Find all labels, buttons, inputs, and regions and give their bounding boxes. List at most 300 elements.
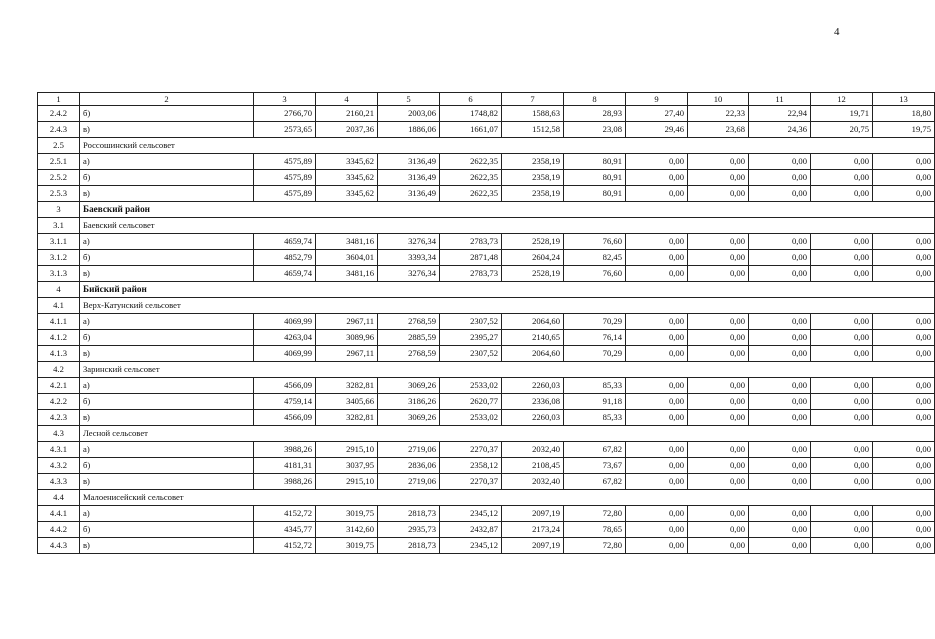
table-row bbox=[38, 458, 935, 474]
value-cell: 4345,77 bbox=[254, 522, 316, 538]
value-cell: 0,00 bbox=[873, 314, 935, 330]
value-cell: 0,00 bbox=[688, 458, 749, 474]
page-number: 4 bbox=[834, 26, 840, 38]
value-cell: 3282,81 bbox=[316, 378, 378, 394]
table-row bbox=[38, 378, 935, 394]
row-label: а) bbox=[80, 442, 254, 458]
row-label: б) bbox=[80, 250, 254, 266]
row-code: 4.4.3 bbox=[38, 538, 80, 554]
value-cell: 2003,06 bbox=[378, 106, 440, 122]
value-cell: 2528,19 bbox=[502, 234, 564, 250]
value-cell: 3988,26 bbox=[254, 442, 316, 458]
value-cell: 0,00 bbox=[873, 458, 935, 474]
row-code: 4.1.3 bbox=[38, 346, 80, 362]
value-cell: 29,46 bbox=[626, 122, 688, 138]
value-cell: 2573,65 bbox=[254, 122, 316, 138]
value-cell: 4566,09 bbox=[254, 410, 316, 426]
value-cell: 0,00 bbox=[873, 154, 935, 170]
value-cell: 78,65 bbox=[564, 522, 626, 538]
value-cell: 82,45 bbox=[564, 250, 626, 266]
value-cell: 0,00 bbox=[811, 314, 873, 330]
value-cell: 0,00 bbox=[626, 410, 688, 426]
value-cell: 2818,73 bbox=[378, 506, 440, 522]
value-cell: 0,00 bbox=[873, 170, 935, 186]
table-row bbox=[38, 170, 935, 186]
value-cell: 0,00 bbox=[626, 154, 688, 170]
value-cell: 0,00 bbox=[626, 506, 688, 522]
value-cell: 4575,89 bbox=[254, 186, 316, 202]
value-cell: 80,91 bbox=[564, 154, 626, 170]
value-cell: 0,00 bbox=[749, 346, 811, 362]
value-cell: 3405,66 bbox=[316, 394, 378, 410]
row-code: 2.5 bbox=[38, 138, 80, 154]
value-cell: 76,60 bbox=[564, 234, 626, 250]
row-label: а) bbox=[80, 234, 254, 250]
row-label: в) bbox=[80, 538, 254, 554]
row-label: б) bbox=[80, 106, 254, 122]
value-cell: 72,80 bbox=[564, 506, 626, 522]
tariff-table bbox=[37, 92, 935, 554]
value-cell: 27,40 bbox=[626, 106, 688, 122]
value-cell: 0,00 bbox=[688, 266, 749, 282]
row-code: 4.2.2 bbox=[38, 394, 80, 410]
value-cell: 0,00 bbox=[688, 186, 749, 202]
row-code: 2.5.3 bbox=[38, 186, 80, 202]
value-cell: 0,00 bbox=[749, 186, 811, 202]
value-cell: 0,00 bbox=[749, 538, 811, 554]
value-cell: 4575,89 bbox=[254, 170, 316, 186]
value-cell: 2358,19 bbox=[502, 170, 564, 186]
value-cell: 2097,19 bbox=[502, 538, 564, 554]
value-cell: 24,36 bbox=[749, 122, 811, 138]
value-cell: 0,00 bbox=[873, 474, 935, 490]
section-title: Заринский сельсовет bbox=[80, 362, 935, 378]
value-cell: 4575,89 bbox=[254, 154, 316, 170]
value-cell: 22,33 bbox=[688, 106, 749, 122]
value-cell: 19,71 bbox=[811, 106, 873, 122]
value-cell: 0,00 bbox=[626, 250, 688, 266]
value-cell: 2358,19 bbox=[502, 154, 564, 170]
row-code: 2.4.3 bbox=[38, 122, 80, 138]
value-cell: 0,00 bbox=[688, 378, 749, 394]
value-cell: 0,00 bbox=[626, 330, 688, 346]
value-cell: 2783,73 bbox=[440, 234, 502, 250]
value-cell: 2967,11 bbox=[316, 314, 378, 330]
value-cell: 0,00 bbox=[873, 234, 935, 250]
value-cell: 0,00 bbox=[749, 314, 811, 330]
value-cell: 0,00 bbox=[626, 474, 688, 490]
column-number: 5 bbox=[378, 93, 440, 106]
value-cell: 3481,16 bbox=[316, 234, 378, 250]
value-cell: 0,00 bbox=[873, 330, 935, 346]
value-cell: 3037,95 bbox=[316, 458, 378, 474]
value-cell: 67,82 bbox=[564, 442, 626, 458]
table-row bbox=[38, 410, 935, 426]
column-number: 8 bbox=[564, 93, 626, 106]
value-cell: 70,29 bbox=[564, 314, 626, 330]
value-cell: 22,94 bbox=[749, 106, 811, 122]
value-cell: 73,67 bbox=[564, 458, 626, 474]
row-label: б) bbox=[80, 330, 254, 346]
value-cell: 4152,72 bbox=[254, 538, 316, 554]
row-label: а) bbox=[80, 154, 254, 170]
value-cell: 20,75 bbox=[811, 122, 873, 138]
section-row bbox=[38, 202, 935, 218]
row-code: 3.1.1 bbox=[38, 234, 80, 250]
section-row bbox=[38, 138, 935, 154]
value-cell: 2140,65 bbox=[502, 330, 564, 346]
value-cell: 3276,34 bbox=[378, 266, 440, 282]
value-cell: 0,00 bbox=[873, 250, 935, 266]
row-code: 4 bbox=[38, 282, 80, 298]
value-cell: 0,00 bbox=[688, 250, 749, 266]
section-row bbox=[38, 298, 935, 314]
value-cell: 2604,24 bbox=[502, 250, 564, 266]
value-cell: 2432,87 bbox=[440, 522, 502, 538]
value-cell: 2783,73 bbox=[440, 266, 502, 282]
row-code: 2.5.1 bbox=[38, 154, 80, 170]
value-cell: 0,00 bbox=[811, 442, 873, 458]
value-cell: 0,00 bbox=[873, 186, 935, 202]
value-cell: 1886,06 bbox=[378, 122, 440, 138]
value-cell: 23,68 bbox=[688, 122, 749, 138]
value-cell: 0,00 bbox=[626, 538, 688, 554]
value-cell: 80,91 bbox=[564, 186, 626, 202]
value-cell: 2108,45 bbox=[502, 458, 564, 474]
value-cell: 3069,26 bbox=[378, 410, 440, 426]
value-cell: 0,00 bbox=[688, 522, 749, 538]
table-row bbox=[38, 122, 935, 138]
value-cell: 2533,02 bbox=[440, 410, 502, 426]
column-number: 11 bbox=[749, 93, 811, 106]
value-cell: 2766,70 bbox=[254, 106, 316, 122]
table-row bbox=[38, 234, 935, 250]
row-label: в) bbox=[80, 266, 254, 282]
value-cell: 2719,06 bbox=[378, 442, 440, 458]
table-row bbox=[38, 522, 935, 538]
value-cell: 0,00 bbox=[626, 442, 688, 458]
value-cell: 0,00 bbox=[873, 394, 935, 410]
value-cell: 0,00 bbox=[873, 522, 935, 538]
table-row bbox=[38, 314, 935, 330]
value-cell: 0,00 bbox=[749, 410, 811, 426]
value-cell: 85,33 bbox=[564, 410, 626, 426]
section-title: Лесной сельсовет bbox=[80, 426, 935, 442]
value-cell: 0,00 bbox=[688, 346, 749, 362]
value-cell: 70,29 bbox=[564, 346, 626, 362]
table-row bbox=[38, 474, 935, 490]
row-label: в) bbox=[80, 346, 254, 362]
column-number: 3 bbox=[254, 93, 316, 106]
value-cell: 3345,62 bbox=[316, 154, 378, 170]
value-cell: 0,00 bbox=[688, 442, 749, 458]
value-cell: 2345,12 bbox=[440, 538, 502, 554]
value-cell: 0,00 bbox=[688, 154, 749, 170]
value-cell: 2336,08 bbox=[502, 394, 564, 410]
value-cell: 0,00 bbox=[688, 410, 749, 426]
value-cell: 4069,99 bbox=[254, 314, 316, 330]
value-cell: 0,00 bbox=[811, 346, 873, 362]
value-cell: 2064,60 bbox=[502, 346, 564, 362]
column-number: 9 bbox=[626, 93, 688, 106]
row-code: 4.2.1 bbox=[38, 378, 80, 394]
row-code: 4.1.1 bbox=[38, 314, 80, 330]
row-code: 2.5.2 bbox=[38, 170, 80, 186]
value-cell: 0,00 bbox=[811, 234, 873, 250]
value-cell: 0,00 bbox=[688, 234, 749, 250]
value-cell: 0,00 bbox=[811, 474, 873, 490]
value-cell: 0,00 bbox=[688, 538, 749, 554]
value-cell: 3393,34 bbox=[378, 250, 440, 266]
value-cell: 0,00 bbox=[749, 442, 811, 458]
value-cell: 0,00 bbox=[626, 266, 688, 282]
row-label: б) bbox=[80, 522, 254, 538]
value-cell: 4181,31 bbox=[254, 458, 316, 474]
table-row bbox=[38, 266, 935, 282]
row-label: в) bbox=[80, 474, 254, 490]
row-code: 4.2.3 bbox=[38, 410, 80, 426]
value-cell: 0,00 bbox=[811, 458, 873, 474]
value-cell: 0,00 bbox=[749, 154, 811, 170]
row-label: а) bbox=[80, 378, 254, 394]
value-cell: 3136,49 bbox=[378, 154, 440, 170]
value-cell: 0,00 bbox=[749, 522, 811, 538]
value-cell: 0,00 bbox=[749, 458, 811, 474]
value-cell: 0,00 bbox=[873, 442, 935, 458]
value-cell: 3142,60 bbox=[316, 522, 378, 538]
row-code: 4.4.1 bbox=[38, 506, 80, 522]
value-cell: 2935,73 bbox=[378, 522, 440, 538]
value-cell: 18,80 bbox=[873, 106, 935, 122]
row-code: 4.2 bbox=[38, 362, 80, 378]
value-cell: 1512,58 bbox=[502, 122, 564, 138]
row-label: б) bbox=[80, 170, 254, 186]
value-cell: 0,00 bbox=[811, 506, 873, 522]
value-cell: 0,00 bbox=[811, 154, 873, 170]
section-title: Россошинский сельсовет bbox=[80, 138, 935, 154]
value-cell: 2270,37 bbox=[440, 442, 502, 458]
section-row bbox=[38, 426, 935, 442]
value-cell: 2622,35 bbox=[440, 186, 502, 202]
row-code: 4.1 bbox=[38, 298, 80, 314]
value-cell: 0,00 bbox=[626, 346, 688, 362]
value-cell: 4852,79 bbox=[254, 250, 316, 266]
column-number: 7 bbox=[502, 93, 564, 106]
table-row bbox=[38, 506, 935, 522]
value-cell: 0,00 bbox=[749, 170, 811, 186]
value-cell: 2915,10 bbox=[316, 442, 378, 458]
row-label: б) bbox=[80, 458, 254, 474]
value-cell: 72,80 bbox=[564, 538, 626, 554]
row-label: а) bbox=[80, 506, 254, 522]
value-cell: 1588,63 bbox=[502, 106, 564, 122]
value-cell: 0,00 bbox=[811, 330, 873, 346]
value-cell: 2719,06 bbox=[378, 474, 440, 490]
value-cell: 2915,10 bbox=[316, 474, 378, 490]
column-number: 4 bbox=[316, 93, 378, 106]
value-cell: 2173,24 bbox=[502, 522, 564, 538]
value-cell: 3136,49 bbox=[378, 186, 440, 202]
value-cell: 2818,73 bbox=[378, 538, 440, 554]
value-cell: 4759,14 bbox=[254, 394, 316, 410]
value-cell: 4152,72 bbox=[254, 506, 316, 522]
value-cell: 4069,99 bbox=[254, 346, 316, 362]
value-cell: 3988,26 bbox=[254, 474, 316, 490]
value-cell: 19,75 bbox=[873, 122, 935, 138]
table-row bbox=[38, 330, 935, 346]
value-cell: 2260,03 bbox=[502, 410, 564, 426]
value-cell: 0,00 bbox=[749, 474, 811, 490]
value-cell: 0,00 bbox=[626, 170, 688, 186]
table-row bbox=[38, 106, 935, 122]
value-cell: 0,00 bbox=[626, 186, 688, 202]
row-code: 3.1.3 bbox=[38, 266, 80, 282]
value-cell: 2871,48 bbox=[440, 250, 502, 266]
row-label: в) bbox=[80, 186, 254, 202]
row-code: 4.3.1 bbox=[38, 442, 80, 458]
value-cell: 3345,62 bbox=[316, 170, 378, 186]
value-cell: 2160,21 bbox=[316, 106, 378, 122]
value-cell: 0,00 bbox=[626, 394, 688, 410]
value-cell: 2037,36 bbox=[316, 122, 378, 138]
value-cell: 85,33 bbox=[564, 378, 626, 394]
value-cell: 2768,59 bbox=[378, 314, 440, 330]
value-cell: 0,00 bbox=[811, 378, 873, 394]
value-cell: 3276,34 bbox=[378, 234, 440, 250]
value-cell: 2768,59 bbox=[378, 346, 440, 362]
section-title: Баевский район bbox=[80, 202, 935, 218]
row-code: 3 bbox=[38, 202, 80, 218]
value-cell: 0,00 bbox=[688, 506, 749, 522]
value-cell: 0,00 bbox=[749, 234, 811, 250]
value-cell: 1661,07 bbox=[440, 122, 502, 138]
value-cell: 0,00 bbox=[688, 314, 749, 330]
column-number: 12 bbox=[811, 93, 873, 106]
column-number: 6 bbox=[440, 93, 502, 106]
value-cell: 3481,16 bbox=[316, 266, 378, 282]
value-cell: 3089,96 bbox=[316, 330, 378, 346]
value-cell: 3345,62 bbox=[316, 186, 378, 202]
value-cell: 3019,75 bbox=[316, 538, 378, 554]
value-cell: 2307,52 bbox=[440, 346, 502, 362]
section-title: Баевский сельсовет bbox=[80, 218, 935, 234]
value-cell: 2307,52 bbox=[440, 314, 502, 330]
section-row bbox=[38, 362, 935, 378]
row-code: 4.3.2 bbox=[38, 458, 80, 474]
section-title: Бийский район bbox=[80, 282, 935, 298]
row-code: 2.4.2 bbox=[38, 106, 80, 122]
value-cell: 2620,77 bbox=[440, 394, 502, 410]
value-cell: 0,00 bbox=[626, 522, 688, 538]
value-cell: 0,00 bbox=[873, 266, 935, 282]
value-cell: 2533,02 bbox=[440, 378, 502, 394]
value-cell: 0,00 bbox=[873, 538, 935, 554]
value-cell: 2836,06 bbox=[378, 458, 440, 474]
value-cell: 0,00 bbox=[749, 378, 811, 394]
value-cell: 3604,01 bbox=[316, 250, 378, 266]
section-title: Малоенисейский сельсовет bbox=[80, 490, 935, 506]
value-cell: 0,00 bbox=[749, 266, 811, 282]
table-row bbox=[38, 186, 935, 202]
value-cell: 2358,19 bbox=[502, 186, 564, 202]
value-cell: 0,00 bbox=[811, 394, 873, 410]
value-cell: 3019,75 bbox=[316, 506, 378, 522]
value-cell: 4659,74 bbox=[254, 234, 316, 250]
value-cell: 0,00 bbox=[626, 458, 688, 474]
value-cell: 0,00 bbox=[749, 394, 811, 410]
value-cell: 0,00 bbox=[873, 378, 935, 394]
value-cell: 0,00 bbox=[873, 346, 935, 362]
row-code: 3.1.2 bbox=[38, 250, 80, 266]
value-cell: 23,08 bbox=[564, 122, 626, 138]
value-cell: 3069,26 bbox=[378, 378, 440, 394]
value-cell: 4263,04 bbox=[254, 330, 316, 346]
column-number-row bbox=[38, 93, 935, 106]
value-cell: 0,00 bbox=[626, 314, 688, 330]
row-code: 4.1.2 bbox=[38, 330, 80, 346]
value-cell: 2260,03 bbox=[502, 378, 564, 394]
value-cell: 2097,19 bbox=[502, 506, 564, 522]
value-cell: 0,00 bbox=[811, 538, 873, 554]
value-cell: 2622,35 bbox=[440, 154, 502, 170]
value-cell: 0,00 bbox=[626, 234, 688, 250]
value-cell: 2032,40 bbox=[502, 442, 564, 458]
row-code: 3.1 bbox=[38, 218, 80, 234]
table-row bbox=[38, 250, 935, 266]
value-cell: 2967,11 bbox=[316, 346, 378, 362]
row-label: б) bbox=[80, 394, 254, 410]
value-cell: 80,91 bbox=[564, 170, 626, 186]
row-code: 4.4 bbox=[38, 490, 80, 506]
row-code: 4.3 bbox=[38, 426, 80, 442]
value-cell: 0,00 bbox=[749, 330, 811, 346]
value-cell: 0,00 bbox=[811, 170, 873, 186]
value-cell: 0,00 bbox=[811, 410, 873, 426]
value-cell: 2064,60 bbox=[502, 314, 564, 330]
table-row bbox=[38, 538, 935, 554]
section-row bbox=[38, 218, 935, 234]
column-number: 1 bbox=[38, 93, 80, 106]
table-body bbox=[38, 93, 935, 554]
value-cell: 2270,37 bbox=[440, 474, 502, 490]
section-row bbox=[38, 490, 935, 506]
value-cell: 0,00 bbox=[688, 330, 749, 346]
section-title: Верх-Катунский сельсовет bbox=[80, 298, 935, 314]
table-row bbox=[38, 394, 935, 410]
row-code: 4.4.2 bbox=[38, 522, 80, 538]
row-label: в) bbox=[80, 122, 254, 138]
value-cell: 0,00 bbox=[688, 394, 749, 410]
column-number: 13 bbox=[873, 93, 935, 106]
column-number: 2 bbox=[80, 93, 254, 106]
value-cell: 3282,81 bbox=[316, 410, 378, 426]
value-cell: 2885,59 bbox=[378, 330, 440, 346]
row-code: 4.3.3 bbox=[38, 474, 80, 490]
value-cell: 0,00 bbox=[749, 250, 811, 266]
section-row bbox=[38, 282, 935, 298]
value-cell: 28,93 bbox=[564, 106, 626, 122]
value-cell: 2358,12 bbox=[440, 458, 502, 474]
value-cell: 0,00 bbox=[688, 474, 749, 490]
value-cell: 2622,35 bbox=[440, 170, 502, 186]
value-cell: 4566,09 bbox=[254, 378, 316, 394]
value-cell: 2395,27 bbox=[440, 330, 502, 346]
value-cell: 76,60 bbox=[564, 266, 626, 282]
value-cell: 0,00 bbox=[811, 522, 873, 538]
value-cell: 0,00 bbox=[811, 250, 873, 266]
value-cell: 0,00 bbox=[626, 378, 688, 394]
value-cell: 91,18 bbox=[564, 394, 626, 410]
